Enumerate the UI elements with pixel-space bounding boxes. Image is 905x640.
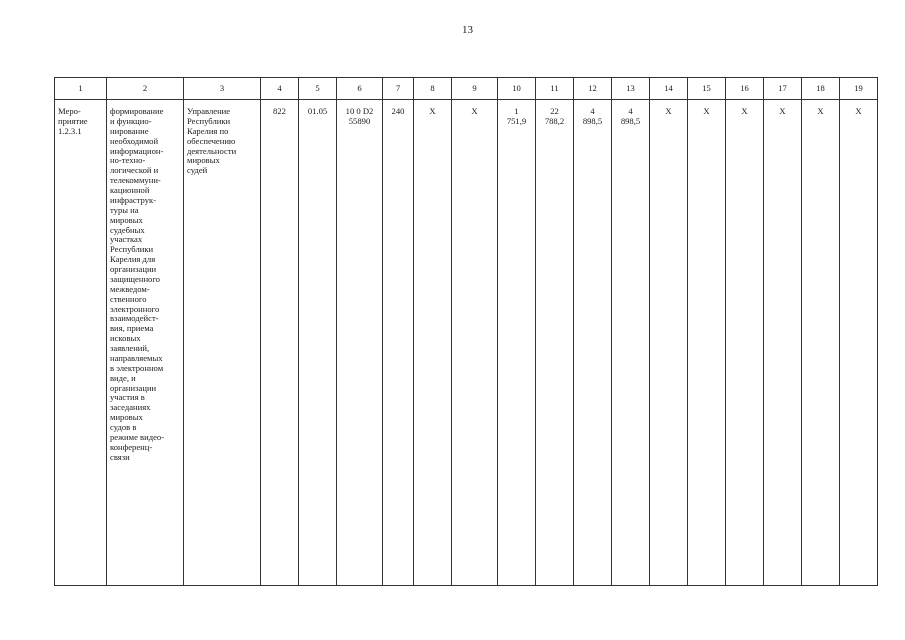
column-header: 12 xyxy=(574,78,612,100)
column-header: 15 xyxy=(688,78,726,100)
cell-value xyxy=(764,100,802,586)
table-row xyxy=(55,100,878,586)
column-header: 3 xyxy=(184,78,261,100)
column-header: 18 xyxy=(802,78,840,100)
cell-text: Управление Республики Карелия по обеспечению деятельности мировых судей xyxy=(187,106,237,176)
column-header: 7 xyxy=(383,78,414,100)
cell-text: X xyxy=(855,106,862,116)
cell-text: 4 898,5 xyxy=(582,106,603,126)
cell-text: 822 xyxy=(273,106,286,116)
column-header: 19 xyxy=(840,78,878,100)
cell-text: X xyxy=(703,106,710,116)
cell-text: 01.05 xyxy=(307,106,328,116)
column-header: 5 xyxy=(299,78,337,100)
cell-value xyxy=(650,100,688,586)
cell-value xyxy=(726,100,764,586)
column-header: 9 xyxy=(452,78,498,100)
cell-text: 1 751,9 xyxy=(506,106,527,126)
column-header: 16 xyxy=(726,78,764,100)
cell-text: 10 0 D2 55890 xyxy=(345,106,374,126)
cell-value xyxy=(612,100,650,586)
cell-text: 4 898,5 xyxy=(620,106,641,126)
cell-text: X xyxy=(779,106,786,116)
cell-value xyxy=(452,100,498,586)
cell-activity-code xyxy=(55,100,107,586)
cell-value xyxy=(802,100,840,586)
column-header: 8 xyxy=(414,78,452,100)
cell-text: Меро- приятие 1.2.3.1 xyxy=(58,106,88,136)
cell-text: X xyxy=(665,106,672,116)
cell-value xyxy=(498,100,536,586)
cell-value xyxy=(414,100,452,586)
budget-table xyxy=(54,77,878,586)
cell-value xyxy=(261,100,299,586)
page-number: 13 xyxy=(462,24,473,36)
column-header: 6 xyxy=(337,78,383,100)
cell-text: X xyxy=(471,106,478,116)
table-header-row xyxy=(55,78,878,100)
cell-text: X xyxy=(817,106,824,116)
column-header: 11 xyxy=(536,78,574,100)
cell-value xyxy=(337,100,383,586)
cell-value xyxy=(536,100,574,586)
column-header: 1 xyxy=(55,78,107,100)
cell-text: 240 xyxy=(391,106,405,116)
column-header: 13 xyxy=(612,78,650,100)
cell-text: X xyxy=(741,106,748,116)
cell-text: X xyxy=(429,106,436,116)
column-header: 17 xyxy=(764,78,802,100)
cell-value xyxy=(299,100,337,586)
column-header: 10 xyxy=(498,78,536,100)
cell-value xyxy=(574,100,612,586)
column-header: 4 xyxy=(261,78,299,100)
cell-text: 22 788,2 xyxy=(544,106,565,126)
cell-responsible-executor xyxy=(184,100,261,586)
cell-value xyxy=(383,100,414,586)
column-header: 14 xyxy=(650,78,688,100)
cell-text: формирование и функцио- нирование необходимой информацион- но-техно- логической и телекоммуни- кационной инфраструк- туры на мировых судебных участках Республики Карелия для организации защищенного межведом- ственного электронного взаимодейст- вия, приема исковых заявлений, направляемых в электронном виде, и организации участия в заседаниях мировых судов в режиме видео- конференц- связи xyxy=(110,106,165,462)
column-header: 2 xyxy=(107,78,184,100)
cell-value xyxy=(840,100,878,586)
cell-activity-description xyxy=(107,100,184,586)
cell-value xyxy=(688,100,726,586)
